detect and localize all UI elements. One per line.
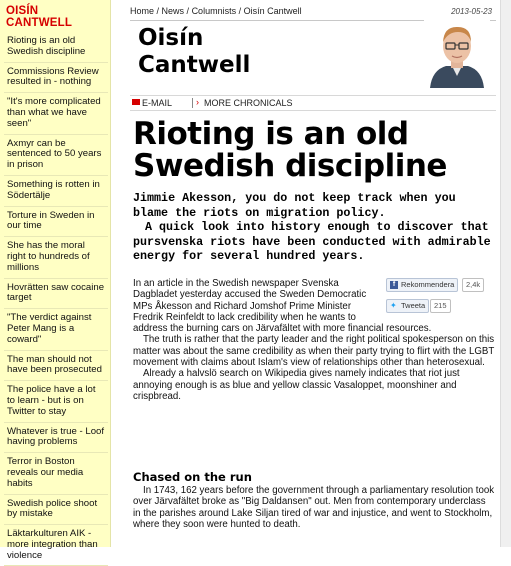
facebook-icon: f bbox=[390, 281, 398, 289]
twitter-icon: ✦ bbox=[390, 301, 397, 310]
divider bbox=[192, 98, 193, 108]
body-paragraph: The truth is rather that the party leader and the right political spokesperson on this matter was about the same credibility as when their party trying to flirt with the LGBT movement with claims about Islam's view of relationships other than heterosexual. bbox=[133, 334, 495, 369]
sidebar-item[interactable]: Whatever is true - Loof having problems bbox=[4, 423, 108, 454]
breadcrumb-columnists[interactable]: Columnists bbox=[191, 6, 237, 16]
breadcrumb-news[interactable]: News bbox=[161, 6, 185, 16]
sidebar-item[interactable]: She has the moral right to hundreds of millions bbox=[4, 237, 108, 278]
sidebar-heading-line-2[interactable]: CANTWELL bbox=[6, 16, 73, 29]
article-body-continued bbox=[133, 485, 495, 530]
sidebar-item[interactable]: Läktarkulturen AIK - more integration than violence bbox=[4, 525, 108, 566]
author-links-bar bbox=[130, 95, 496, 111]
facebook-recommend-label: Rekommendera bbox=[401, 280, 455, 289]
sidebar-heading[interactable] bbox=[6, 6, 110, 29]
article-subheading: Chased on the run bbox=[133, 470, 252, 484]
sidebar-item[interactable]: Axmyr can be sentenced to 50 years in prison bbox=[4, 135, 108, 176]
breadcrumb bbox=[130, 6, 494, 16]
sidebar-item[interactable]: Swedish police shoot by mistake bbox=[4, 495, 108, 526]
sidebar-item[interactable]: Something is rotten in Södertälje bbox=[4, 176, 108, 207]
author-last-name: Cantwell bbox=[138, 52, 251, 78]
sidebar-item[interactable]: "The verdict against Peter Mang is a coward" bbox=[4, 309, 108, 350]
lead-paragraph: A quick look into history enough to discover that pursvenska riots have been conducted with admirable energy for several hundred years. bbox=[133, 220, 491, 264]
sidebar-item[interactable]: Torture in Sweden in our time bbox=[4, 207, 108, 238]
body-paragraph: Already a halvslö search on Wikipedia gives namely indicates that riot just annoying enough is as blue and yellow classic Vasaloppet, moonshiner and crispbread. bbox=[133, 368, 460, 402]
lead-paragraph: Jimmie Akesson, you do not keep track when you blame the riots on migration policy. bbox=[133, 191, 456, 220]
scrollbar[interactable] bbox=[500, 0, 511, 547]
article-body bbox=[133, 278, 495, 402]
author-photo bbox=[424, 18, 490, 88]
top-bar bbox=[130, 6, 494, 18]
sidebar bbox=[0, 0, 111, 561]
sidebar-item[interactable]: Rioting is an old Swedish discipline bbox=[4, 32, 108, 63]
tweet-count: 215 bbox=[430, 299, 451, 313]
breadcrumb-home[interactable]: Home bbox=[130, 6, 155, 16]
body-paragraph-text: In an article in the Swedish newspaper Svenska Dagbladet yesterday accused the Sweden Democratic MPs Åkesson and Richard Jomshof Prime Minister Fredrik Reinfeldt to lack credibility when he wants to address the burning cars on Järvafältet with more financial resources. bbox=[133, 278, 432, 335]
publish-date: 2013-05-23 bbox=[451, 7, 492, 16]
tweet-label: Tweeta bbox=[401, 301, 426, 310]
body-paragraph bbox=[133, 278, 495, 334]
facebook-count: 2,4k bbox=[462, 278, 484, 292]
mail-icon bbox=[132, 99, 140, 105]
sidebar-item[interactable]: Hovrätten saw cocaine target bbox=[4, 279, 108, 310]
email-link[interactable]: E-MAIL bbox=[142, 98, 173, 108]
sidebar-item[interactable]: The police have a lot to learn - but is on Twitter to stay bbox=[4, 381, 108, 422]
breadcrumb-separator: / bbox=[154, 6, 162, 16]
author-first-name: Oisín bbox=[138, 25, 204, 51]
more-chronicles-link[interactable]: MORE CHRONICALS bbox=[204, 98, 293, 108]
sidebar-item[interactable]: Commissions Review resulted in - nothing bbox=[4, 63, 108, 94]
body-paragraph: In 1743, 162 years before the government through a parliamentary resolution took over Järvafältet broke as "Big Daldansen" out. Men from contemporary underclass in the parishes around Lake Siljan tired of war and injustice, and went to Stockholm, where they soon were hunted to death. bbox=[133, 485, 495, 530]
breadcrumb-separator: / bbox=[184, 6, 192, 16]
breadcrumb-author[interactable]: Oisín Cantwell bbox=[243, 6, 302, 16]
sidebar-item[interactable]: Terror in Boston reveals our media habits bbox=[4, 453, 108, 494]
social-spacer bbox=[383, 278, 495, 314]
article-lead bbox=[133, 191, 495, 264]
author-name bbox=[138, 25, 250, 79]
article-headline: Rioting is an old Swedish discipline bbox=[133, 116, 447, 184]
sidebar-article-list bbox=[4, 32, 110, 566]
sidebar-item[interactable]: The man should not have been prosecuted bbox=[4, 351, 108, 382]
sidebar-item[interactable]: "It's more complicated than what we have seen" bbox=[4, 93, 108, 134]
sidebar-heading-line-1[interactable]: OISÍN bbox=[6, 5, 39, 17]
article-main bbox=[124, 0, 496, 547]
chevron-right-icon: › bbox=[196, 97, 199, 107]
breadcrumb-separator: / bbox=[236, 6, 244, 16]
